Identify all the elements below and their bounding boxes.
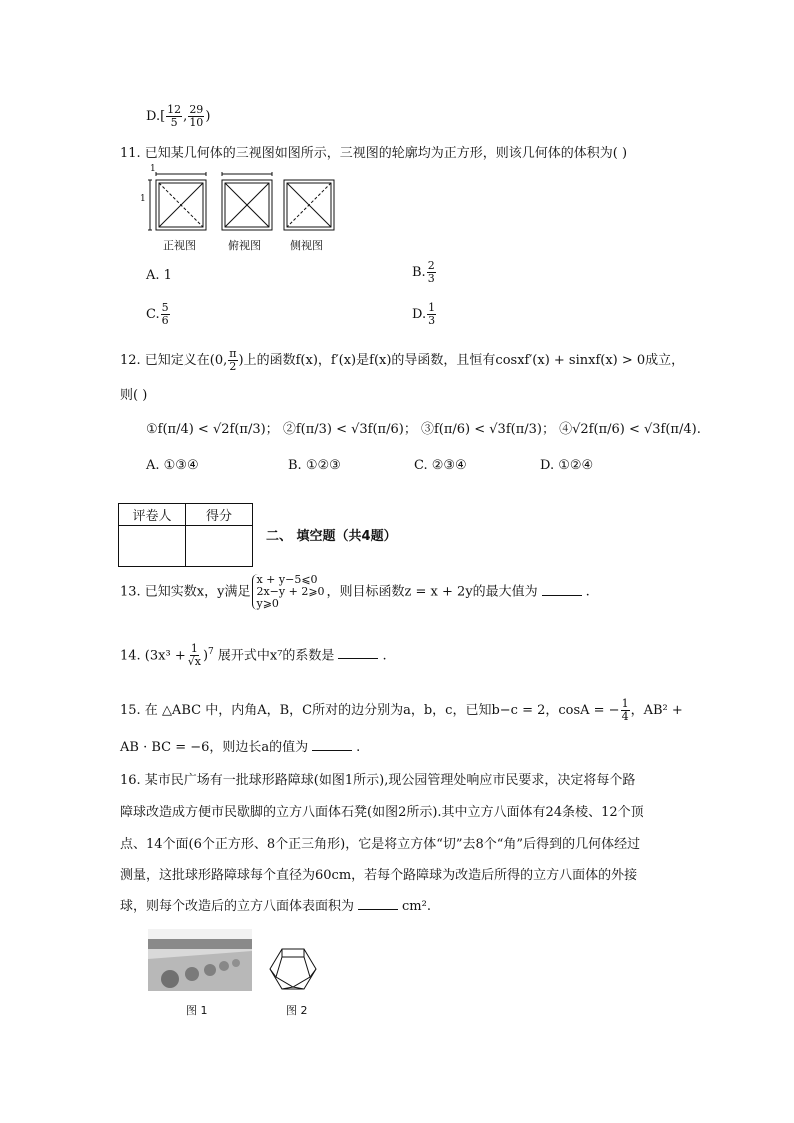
side-view-label: 侧视图 — [290, 239, 323, 252]
figure-1-photo — [148, 929, 252, 991]
q16-line-3: 点、14个面(6个正方形、8个正三角形)，它是将立方体“切”去8个“角”后得到的几何体经过 — [120, 837, 641, 852]
q11-stem: 11. 已知某几何体的三视图如图所示，三视图的轮廓均为正方形，则该几何体的体积为( ) — [120, 146, 628, 161]
section-title: 二、 填空题（共4题） — [266, 529, 397, 544]
q12-option-a: A. ①③④ — [146, 458, 199, 473]
q11-option-c: C. $\frac{5}{6}$ — [146, 301, 169, 327]
q13-blank[interactable] — [542, 583, 582, 596]
grader-header: 评卷人 — [119, 504, 186, 526]
score-table — [118, 503, 253, 567]
q16-blank[interactable] — [358, 897, 398, 910]
figure-1-caption: 图 1 — [186, 1004, 208, 1017]
q15-blank[interactable] — [312, 738, 352, 751]
q12-stem-cont: 则( ) — [120, 388, 148, 403]
front-view-label: 正视图 — [163, 239, 196, 252]
top-view-label: 俯视图 — [228, 239, 261, 252]
dim-side-1: 1 — [140, 194, 146, 204]
q16-line-5: 球，则每个改造后的立方八面体表面积为 cm². — [120, 899, 431, 914]
q10-option-d: D.[ $\frac{12}{5}$ , $\frac{29}{10}$ ) — [146, 103, 211, 129]
figure-2-cuboctahedron — [268, 947, 318, 995]
q11-option-a: A. 1 — [146, 268, 172, 283]
q13: 13. 已知实数x，y满足 x + y−5⩽0 2x−y + 2⩾0 y⩾0 ，则目标函数z = x + 2y的最大值为 . — [120, 573, 590, 610]
constraint-system: x + y−5⩽0 2x−y + 2⩾0 y⩾0 — [252, 574, 324, 610]
three-view-drawing — [146, 170, 346, 232]
q16-line-1: 16. 某市民广场有一批球形路障球(如图1所示),现公园管理处响应市民要求，决定将每个路 — [120, 773, 636, 788]
q12-option-c: C. ②③④ — [414, 458, 467, 473]
q12-item-4: ④√2f(π/6) < √3f(π/4). — [559, 422, 701, 437]
figure-2-caption: 图 2 — [286, 1004, 308, 1017]
q11-option-d: D. $\frac{1}{3}$ — [412, 301, 436, 327]
q11-option-b: B. $\frac{2}{3}$ — [412, 259, 435, 285]
q16-line-4: 测量，这批球形路障球每个直径为60cm，若每个路障球为改造后所得的立方八面体的外接 — [120, 868, 638, 883]
q14-blank[interactable] — [338, 646, 378, 659]
three-view-figure — [140, 164, 346, 236]
q15-line2: AB · BC = −6，则边长a的值为 . — [120, 740, 361, 755]
q12-option-d: D. ①②④ — [540, 458, 594, 473]
score-header: 得分 — [186, 504, 253, 526]
q12-option-b: B. ①②③ — [288, 458, 341, 473]
q14: 14. (3x³ + $\frac{1}{√x}$ )$^7$ 展开式中x⁷的系数是 . — [120, 642, 387, 669]
dim-top-1: 1 — [150, 164, 156, 174]
q15-line1: 15. 在 △ABC 中，内角A，B，C所对的边分别为a，b，c，已知b−c = 2，cosA = − $\frac{1}{4}$ ，AB² + — [120, 697, 683, 723]
q12-item-3: ③f(π/6) < √3f(π/3)； — [420, 422, 555, 437]
q16-line-2: 障球改造成方便市民歇脚的立方八面体石凳(如图2所示).其中立方八面体有24条棱、12个顶 — [120, 805, 644, 820]
score-cell — [186, 526, 253, 567]
q12-stem: 12. 已知定义在(0, $\frac{\pi}{2}$ )上的函数f(x)，f′(x)是f(x)的导函数，且恒有cosxf′(x) + sinxf(x) > 0成立， — [120, 347, 685, 373]
q12-item-1: ①f(π/4) < √2f(π/3)； — [146, 422, 279, 437]
q12-items — [146, 420, 701, 440]
q12-item-2: ②f(π/3) < √3f(π/6)； — [282, 422, 417, 437]
grader-cell — [119, 526, 186, 567]
